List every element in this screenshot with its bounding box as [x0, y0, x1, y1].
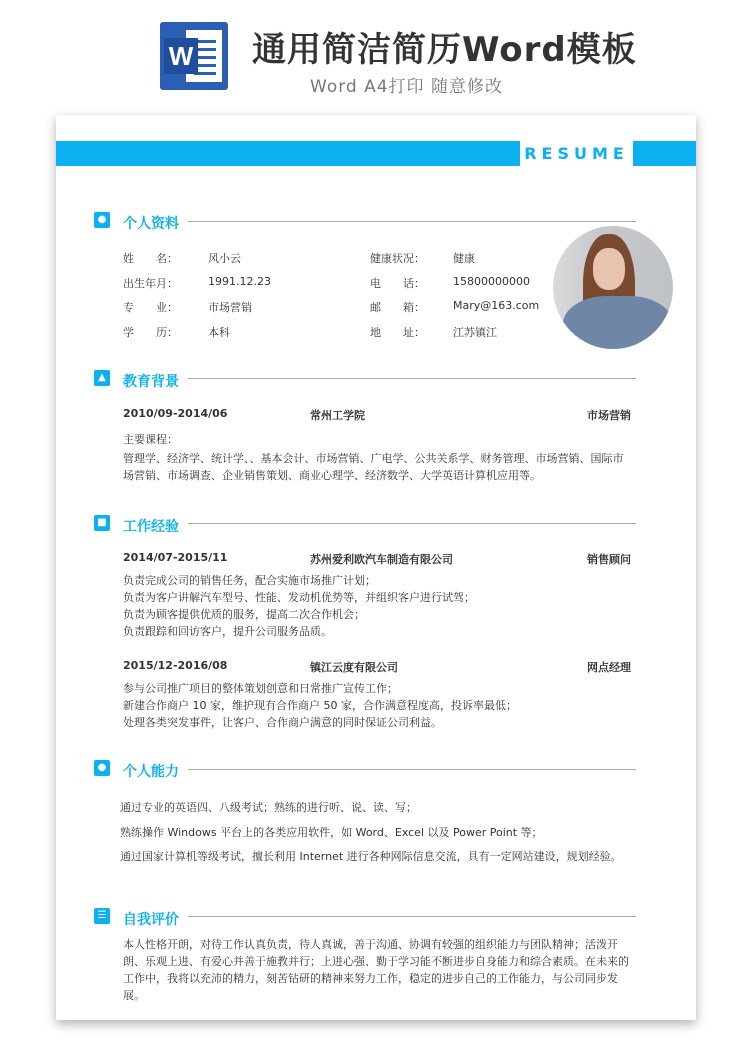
courses-label: 主要课程： [123, 433, 178, 446]
job-company: 苏州爱利欧汽车制造有限公司 [310, 553, 453, 566]
page-subtitle: Word A4打印 随意修改 [310, 77, 503, 97]
comment-icon: ☰ [94, 908, 110, 924]
job-duty: 负责跟踪和回访客户，提升公司服务品质。 [123, 625, 332, 638]
word-logo-icon: W [160, 22, 228, 90]
field-value: 健康 [453, 252, 475, 265]
divider [188, 523, 636, 524]
field-label: 出生年月： [123, 276, 178, 290]
edu-major: 市场营销 [587, 409, 631, 422]
field-value: 1991.12.23 [208, 274, 271, 288]
field-value: 风小云 [208, 252, 241, 265]
job-role: 网点经理 [587, 661, 631, 674]
job-duty: 处理各类突发事件，让客户、合作商户满意的同时保证公司利益。 [123, 716, 442, 729]
job-period: 2014/07-2015/11 [123, 551, 228, 564]
job-duty: 新建合作商户 10 家，维护现有合作商户 50 家，合作满意程度高，投诉率最低； [123, 699, 517, 712]
field-label: 健康状况： [370, 252, 425, 265]
field-label: 姓 名： [123, 252, 178, 265]
skills-icon: ● [94, 760, 110, 776]
divider [188, 916, 636, 917]
field-value: 15800000000 [453, 274, 530, 288]
divider [188, 221, 636, 222]
section-title-personal: 个人资料 [123, 216, 179, 232]
job-period: 2015/12-2016/08 [123, 659, 228, 672]
person-icon: ● [94, 212, 110, 228]
job-duty: 负责为客户讲解汽车型号、性能、发动机优势等，并组织客户进行试驾； [123, 591, 475, 604]
courses-text: 管理学、经济学、统计学、、基本会计、市场营销、广电学、公共关系学、财务管理、市场营销、国际市场营销、市场调查、企业销售策划、商业心理学、经济数学、大学英语计算机应用等。 [123, 452, 624, 482]
skill-item: 通过国家计算机等级考试，擅长利用 Internet 进行各种网际信息交流，具有一定网站建设，规划经验。 [120, 850, 622, 863]
job-company: 镇江云度有限公司 [310, 661, 398, 674]
section-title-self-eval: 自我评价 [123, 912, 179, 928]
self-eval-text: 本人性格开朗，对待工作认真负责，待人真诚，善于沟通、协调有较强的组织能力与团队精神；活泼开朗、乐观上进、有爱心并善于施教并行；上进心强、勤于学习能不断进步自身能力和综合素质。在未来的工作中，我将以充沛的精力，刻苦钻研的精神来努力工作，稳定的进步自己的工作能力，与公司同步发展。 [123, 938, 629, 1002]
job-role: 销售顾问 [587, 553, 631, 566]
field-label: 地 址： [370, 325, 425, 339]
field-value: 江苏镇江 [453, 325, 497, 339]
job-duty: 负责为顾客提供优质的服务，提高二次合作机会； [123, 608, 365, 621]
divider [188, 769, 636, 770]
job-duty: 参与公司推广项目的整体策划创意和日常推广宣传工作； [123, 682, 398, 695]
section-title-work: 工作经验 [123, 519, 179, 535]
field-label: 学 历： [123, 325, 178, 339]
field-label: 电 话： [370, 276, 425, 290]
field-label: 专 业： [123, 301, 178, 314]
divider [188, 378, 636, 379]
profile-photo [553, 226, 673, 349]
edu-period: 2010/09-2014/06 [123, 407, 228, 420]
edu-school: 常州工学院 [310, 409, 365, 422]
resume-label: RESUME [520, 141, 633, 166]
field-label: 邮 箱： [370, 301, 425, 314]
skill-item: 通过专业的英语四、八级考试；熟练的进行听、说、读、写； [120, 801, 417, 814]
page-title: 通用简洁简历Word模板 [252, 30, 637, 70]
job-duty: 负责完成公司的销售任务，配合实施市场推广计划； [123, 574, 376, 587]
skill-item: 熟练操作 Windows 平台上的各类应用软件，如 Word、Excel 以及 Power Point 等； [120, 826, 543, 839]
section-title-skills: 个人能力 [123, 764, 179, 780]
section-title-education: 教育背景 [123, 374, 179, 390]
field-value: Mary@163.com [453, 299, 540, 312]
field-value: 市场营销 [208, 301, 252, 314]
briefcase-icon: ■ [94, 515, 110, 531]
field-value: 本科 [208, 325, 230, 339]
graduation-cap-icon: ▲ [94, 370, 110, 386]
